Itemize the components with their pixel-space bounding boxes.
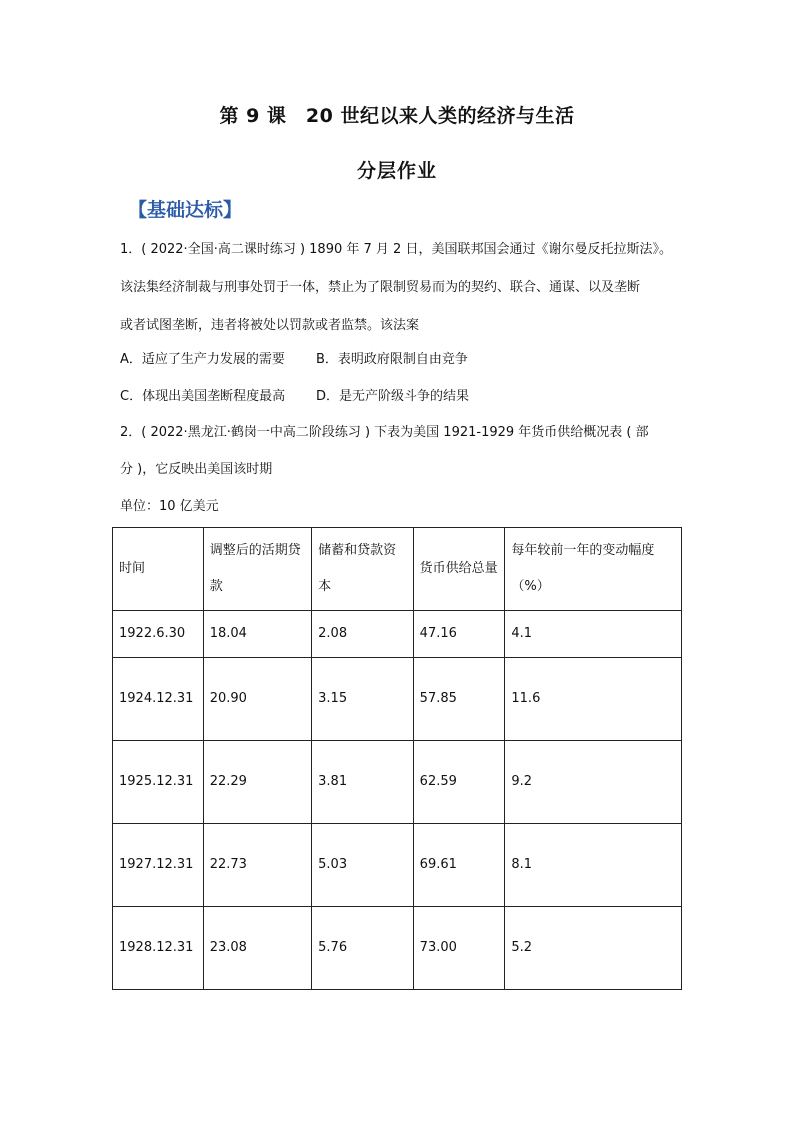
table-header-cell: 时间 xyxy=(113,528,204,611)
q2-line-1: 2．( 2022·黑龙江·鹤岗一中高二阶段练习 ) 下表为美国 1921-1929 年货币供给概况表 ( 部 xyxy=(120,425,649,440)
q1-line-3: 或者试图垄断，违者将被处以罚款或者监禁。该法案 xyxy=(120,318,420,333)
q1-option-d[interactable]: D．是无产阶级斗争的结果 xyxy=(316,389,470,404)
table-cell: 69.61 xyxy=(413,824,505,907)
q1-options-row-1 xyxy=(120,348,468,367)
table-cell: 5.03 xyxy=(312,824,414,907)
table-cell: 18.04 xyxy=(203,611,311,658)
q1-options-row-2 xyxy=(120,385,469,404)
page-subtitle: 分层作业 xyxy=(356,160,437,182)
q1-option-a[interactable]: A．适应了生产力发展的需要 xyxy=(120,352,285,367)
table-row xyxy=(113,824,682,907)
table-cell: 57.85 xyxy=(413,658,505,741)
table-cell: 5.76 xyxy=(312,907,414,990)
table-cell: 4.1 xyxy=(505,611,682,658)
table-row xyxy=(113,741,682,824)
section-heading: 【基础达标】 xyxy=(128,199,243,221)
money-supply-table xyxy=(112,527,682,990)
table-cell: 1928.12.31 xyxy=(113,907,204,990)
table-cell: 62.59 xyxy=(413,741,505,824)
q1-option-b[interactable]: B．表明政府限制自由竞争 xyxy=(316,352,468,367)
page-title: 第 9 课 20 世纪以来人类的经济与生活 xyxy=(219,105,575,127)
table-cell: 3.81 xyxy=(312,741,414,824)
table-row xyxy=(113,611,682,658)
q2-line-2: 分 )，它反映出美国该时期 xyxy=(120,462,273,477)
table-cell: 9.2 xyxy=(505,741,682,824)
table-cell: 20.90 xyxy=(203,658,311,741)
table-cell: 1927.12.31 xyxy=(113,824,204,907)
table-cell: 47.16 xyxy=(413,611,505,658)
table-row xyxy=(113,907,682,990)
table-header-cell: 调整后的活期贷款 xyxy=(203,528,311,611)
table-cell: 2.08 xyxy=(312,611,414,658)
table-cell: 1924.12.31 xyxy=(113,658,204,741)
table-cell: 11.6 xyxy=(505,658,682,741)
table-cell: 1925.12.31 xyxy=(113,741,204,824)
q2-unit: 单位：10 亿美元 xyxy=(120,499,219,514)
table-cell: 73.00 xyxy=(413,907,505,990)
table-header-cell: 货币供给总量 xyxy=(413,528,505,611)
table-cell: 22.29 xyxy=(203,741,311,824)
table-cell: 22.73 xyxy=(203,824,311,907)
table-cell: 1922.6.30 xyxy=(113,611,204,658)
q1-line-1: 1．( 2022·全国·高二课时练习 ) 1890 年 7 月 2 日，美国联邦国会通过《谢尔曼反托拉斯法》。 xyxy=(120,242,672,257)
q1-line-2: 该法集经济制裁与刑事处罚于一体，禁止为了限制贸易而为的契约、联合、通谋、以及垄断 xyxy=(120,280,641,295)
table-header-row xyxy=(113,528,682,611)
table-cell: 23.08 xyxy=(203,907,311,990)
table-cell: 5.2 xyxy=(505,907,682,990)
table-row xyxy=(113,658,682,741)
q1-option-c[interactable]: C．体现出美国垄断程度最高 xyxy=(120,389,286,404)
table-header-cell: 每年较前一年的变动幅度（%） xyxy=(505,528,682,611)
table-cell: 3.15 xyxy=(312,658,414,741)
table-cell: 8.1 xyxy=(505,824,682,907)
table-header-cell: 储蓄和贷款资本 xyxy=(312,528,414,611)
